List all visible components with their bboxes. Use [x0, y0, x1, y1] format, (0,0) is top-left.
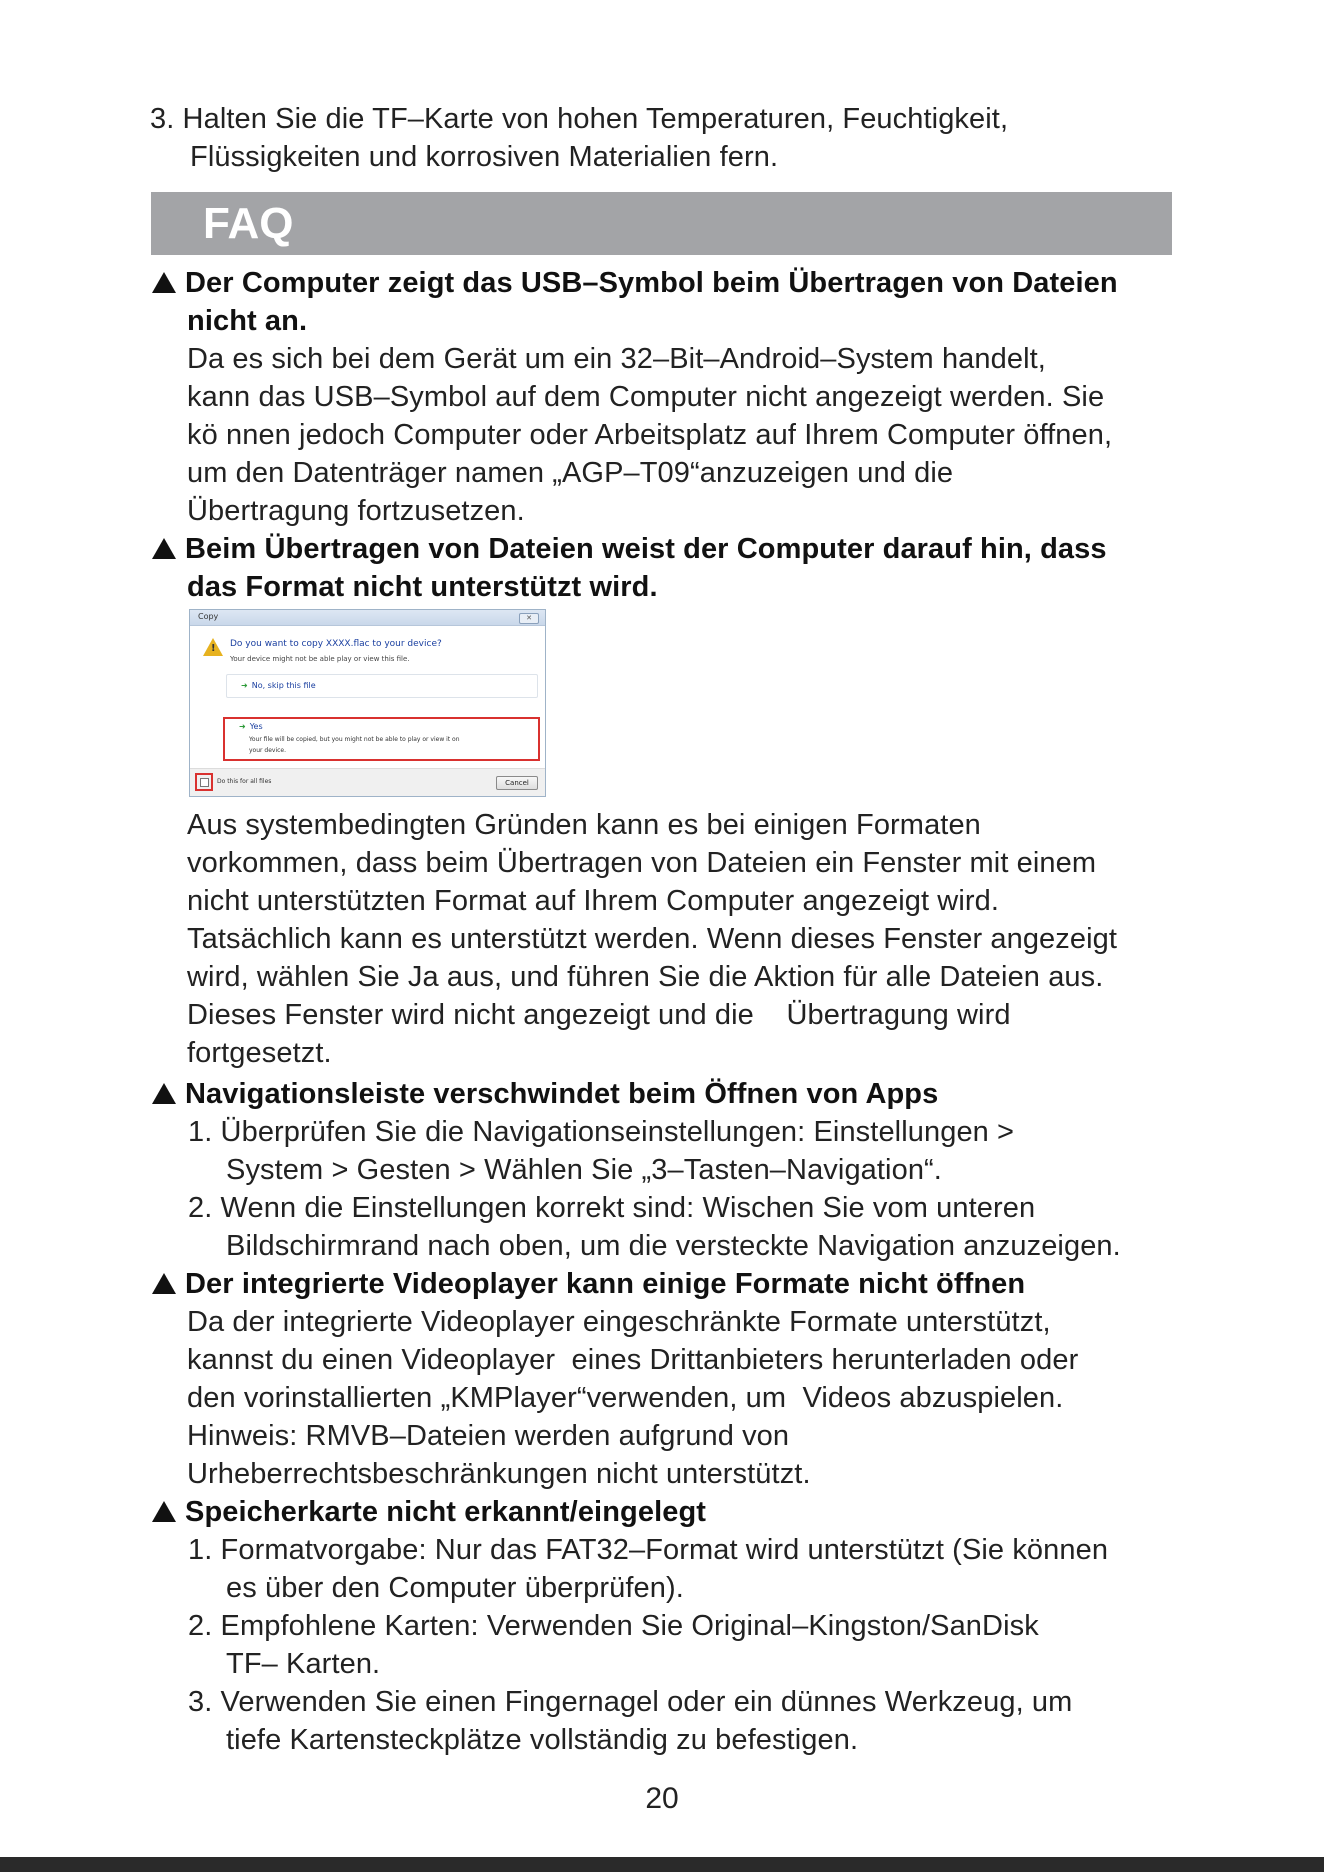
yes-label: Yes: [249, 722, 263, 731]
dialog-title: Copy: [198, 612, 219, 621]
answer-line: vorkommen, dass beim Übertragen von Dateien ein Fenster mit einem: [187, 847, 1097, 879]
question-heading-cont: das Format nicht unterstützt wird.: [187, 571, 658, 603]
triangle-bullet-icon: [152, 1083, 176, 1104]
faq-question-navigation-bar: [152, 1075, 938, 1113]
faq-question-usb-symbol: [152, 264, 1118, 340]
answer-line: Hinweis: RMVB–Dateien werden aufgrund von: [187, 1420, 790, 1452]
answer-line: um den Datenträger namen „AGP–T09“anzuzeigen und die: [187, 457, 954, 489]
checkbox-highlight: [195, 773, 213, 791]
question-heading: Beim Übertragen von Dateien weist der Computer darauf hin, dass: [185, 533, 1107, 565]
question-heading-cont: nicht an.: [187, 305, 308, 337]
yes-description: Your file will be copied, but you might not be able to play or view it on: [249, 736, 460, 743]
answer-navigation-bar: [188, 1113, 1248, 1265]
answer-line: kann das USB–Symbol auf dem Computer nicht angezeigt werden. Sie: [187, 381, 1105, 413]
answer-line: Urheberrechtsbeschränkungen nicht unterstützt.: [187, 1458, 811, 1490]
faq-title: FAQ: [203, 199, 294, 248]
skip-file-label: No, skip this file: [251, 681, 316, 690]
list-item-cont: TF– Karten.: [226, 1648, 381, 1680]
list-item: 3. Verwenden Sie einen Fingernagel oder ein dünnes Werkzeug, um: [188, 1686, 1073, 1718]
list-item: 1. Formatvorgabe: Nur das FAT32–Format wird unterstützt (Sie können: [188, 1534, 1109, 1566]
dialog-subtext: Your device might not be able play or view this file.: [230, 655, 410, 663]
answer-line: Aus systembedingten Gründen kann es bei einigen Formaten: [187, 809, 981, 841]
dialog-titlebar: [190, 610, 545, 626]
question-heading: Der integrierte Videoplayer kann einige Formate nicht öffnen: [185, 1268, 1026, 1300]
answer-line: Tatsächlich kann es unterstützt werden. Wenn dieses Fenster angezeigt: [187, 923, 1118, 955]
question-heading: Navigationsleiste verschwindet beim Öffnen von Apps: [185, 1078, 939, 1110]
answer-line: wird, wählen Sie Ja aus, und führen Sie die Aktion für alle Dateien aus.: [187, 961, 1104, 993]
faq-question-format-unsupported: [152, 530, 1107, 606]
answer-usb-symbol: [187, 340, 1247, 530]
answer-line: nicht unterstützten Format auf Ihrem Computer angezeigt wird.: [187, 885, 1000, 917]
copy-dialog-screenshot: Copy ✕ ! Do you want to copy XXXX.flac to your device? Your device might not be able play or view this file. ➜ No, skip this file ➜ Yes Your file will be copied, but you might not be able to play or view it on your device. Do this for all files Cancel: [189, 609, 546, 797]
do-for-all-checkbox[interactable]: [200, 778, 209, 787]
question-heading: Speicherkarte nicht erkannt/eingelegt: [185, 1496, 707, 1528]
triangle-bullet-icon: [152, 1501, 176, 1522]
close-icon[interactable]: ✕: [519, 613, 539, 624]
green-arrow-icon: ➜: [239, 722, 246, 731]
dialog-footer: [190, 768, 545, 796]
checkbox-label: Do this for all files: [217, 778, 272, 785]
answer-line: Übertragung fortzusetzen.: [187, 495, 525, 527]
faq-question-memory-card: [152, 1493, 706, 1531]
list-item: 1. Überprüfen Sie die Navigationseinstellungen: Einstellungen >: [188, 1116, 1015, 1148]
dialog-question: Do you want to copy XXXX.flac to your device?: [230, 639, 442, 649]
list-item-cont: tiefe Kartensteckplätze vollständig zu befestigen.: [226, 1724, 859, 1756]
green-arrow-icon: ➜: [241, 681, 248, 690]
faq-question-video-player: [152, 1265, 1025, 1303]
triangle-bullet-icon: [152, 538, 176, 559]
answer-line: kö nnen jedoch Computer oder Arbeitsplatz auf Ihrem Computer öffnen,: [187, 419, 1113, 451]
list-item-cont: Bildschirmrand nach oben, um die versteckte Navigation anzuzeigen.: [226, 1230, 1121, 1262]
list-item: 2. Empfohlene Karten: Verwenden Sie Original–Kingston/SanDisk: [188, 1610, 1039, 1642]
intro-line-1: 3. Halten Sie die TF–Karte von hohen Temperaturen, Feuchtigkeit,: [150, 103, 1009, 135]
answer-line: kannst du einen Videoplayer eines Drittanbieters herunterladen oder: [187, 1344, 1079, 1376]
list-item-cont: System > Gesten > Wählen Sie „3–Tasten–Navigation“.: [226, 1154, 942, 1186]
yes-description-cont: your device.: [249, 747, 287, 754]
answer-format-unsupported: [187, 806, 1247, 1072]
skip-file-option[interactable]: [226, 674, 538, 698]
answer-memory-card: [188, 1531, 1248, 1759]
answer-line: fortgesetzt.: [187, 1037, 332, 1069]
list-item-cont: es über den Computer überprüfen).: [226, 1572, 684, 1604]
bottom-rule: [0, 1857, 1324, 1872]
triangle-bullet-icon: [152, 1273, 176, 1294]
question-heading: Der Computer zeigt das USB–Symbol beim Übertragen von Dateien: [185, 267, 1118, 299]
triangle-bullet-icon: [152, 272, 176, 293]
yes-copy-option[interactable]: [223, 717, 540, 761]
intro-line-2: Flüssigkeiten und korrosiven Materialien fern.: [190, 141, 779, 173]
intro-item: [150, 100, 1210, 176]
answer-line: Da der integrierte Videoplayer eingeschränkte Formate unterstützt,: [187, 1306, 1051, 1338]
page-number: 20: [645, 1782, 679, 1815]
answer-video-player: [187, 1303, 1247, 1493]
answer-line: den vorinstallierten „KMPlayer“verwenden, um Videos abzuspielen.: [187, 1382, 1064, 1414]
answer-line: Da es sich bei dem Gerät um ein 32–Bit–Android–System handelt,: [187, 343, 1046, 375]
list-item: 2. Wenn die Einstellungen korrekt sind: Wischen Sie vom unteren: [188, 1192, 1036, 1224]
answer-line: Dieses Fenster wird nicht angezeigt und die Übertragung wird: [187, 999, 1011, 1031]
faq-header-bar: [151, 192, 1172, 255]
cancel-button[interactable]: Cancel: [496, 776, 538, 790]
